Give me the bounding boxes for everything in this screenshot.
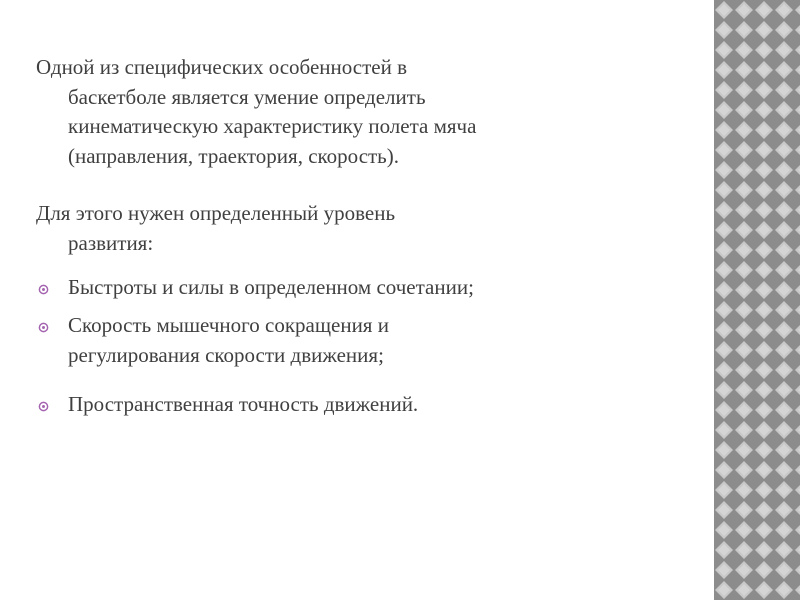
bullet-item: [68, 311, 389, 370]
paragraph-line: Одной из специфических особенностей в: [36, 55, 407, 79]
bullet-item-text: Скорость мышечного сокращения и: [68, 313, 389, 337]
paragraph-line: развития:: [68, 230, 154, 255]
circle-bullet-icon: [38, 401, 49, 412]
paragraph-line: кинематическую характеристику полета мяча: [68, 114, 477, 138]
bullet-item: [68, 273, 474, 303]
paragraph-line: (направления, траектория, скорость).: [68, 143, 400, 168]
circle-bullet-icon: [38, 284, 49, 295]
paragraph-requirement: [36, 199, 395, 258]
bullet-item: [68, 390, 418, 420]
decorative-diamond-panel: [714, 0, 800, 600]
paragraph-intro: [36, 53, 476, 171]
bullet-item-text: Пространственная точность движений.: [68, 392, 419, 416]
paragraph-line: баскетболе является умение определить: [68, 84, 426, 109]
circle-bullet-icon: [38, 322, 49, 333]
bullet-item-text: Быстроты и силы в определенном сочетании;: [68, 275, 474, 299]
bullet-item-text: регулирования скорости движения;: [68, 342, 384, 367]
paragraph-line: Для этого нужен определенный уровень: [36, 201, 396, 225]
